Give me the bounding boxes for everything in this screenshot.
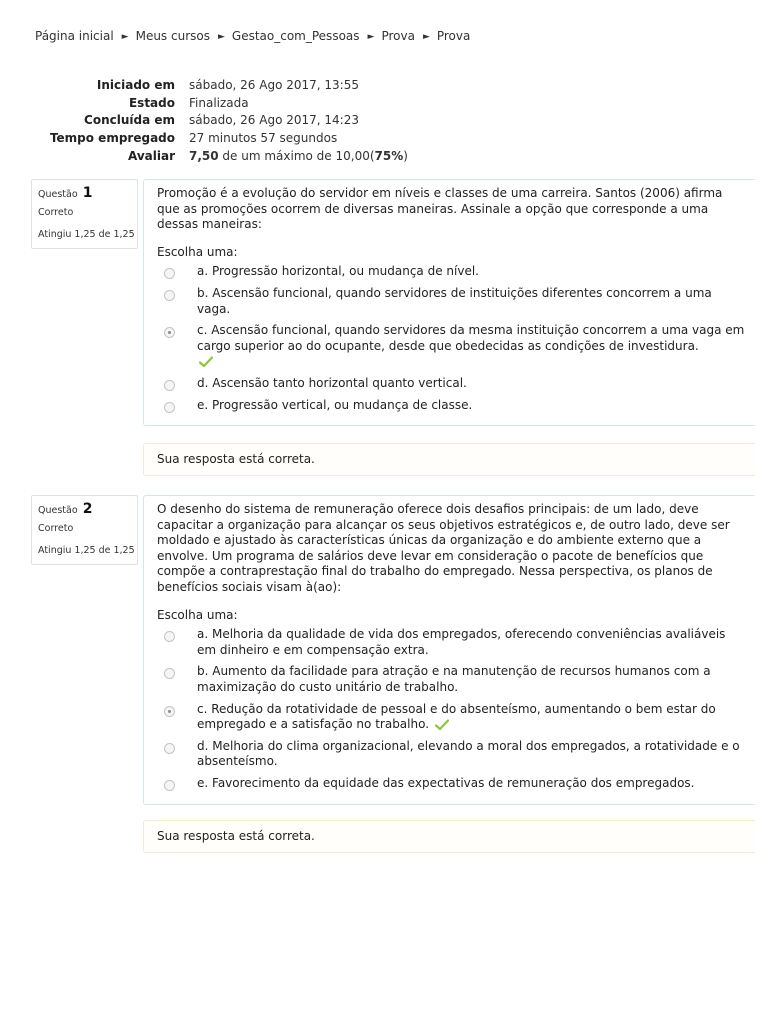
question-text: Promoção é a evolução do servidor em níveis e classes de uma carreira. Santos (2006) afirma que as promoções ocorrem de diversas maneiras. Assinale a opção que corresponde a uma dessas maneiras: — [157, 186, 723, 232]
answer-radio[interactable] — [164, 780, 175, 791]
summary-value: sábado, 26 Ago 2017, 13:55 — [189, 78, 359, 92]
correct-check-icon — [435, 719, 449, 731]
answer-radio[interactable] — [164, 268, 175, 279]
answer-label: d. Ascensão tanto horizontal quanto vertical. — [197, 375, 467, 390]
answer-radio[interactable] — [164, 290, 175, 301]
question-text: O desenho do sistema de remuneração oferece dois desafios principais: de um lado, deve capacitar a organização para alcançar os seus objetivos estratégicos e, de outro lado, deve ser moldado e ajustado às características únicas da organização e do ambiente externo que a envolve. Um programa de salários deve levar em consideração o pacote de benefícios que compõe a contraprestação final do trabalho do empregado. Nessa perspectiva, os planos de benefícios sociais visam à(ao): — [157, 502, 730, 594]
answer-option-selected[interactable] — [157, 702, 747, 733]
question-grade: Atingiu 1,25 de 1,25 — [38, 229, 135, 240]
grade-close: ) — [403, 148, 408, 163]
breadcrumb-attempt[interactable]: Prova — [436, 29, 471, 43]
answer-option[interactable] — [157, 627, 747, 658]
answer-prompt: Escolha uma: — [157, 244, 238, 259]
grade-percent: 75% — [374, 148, 404, 163]
breadcrumb-my-courses[interactable]: Meus cursos — [135, 29, 210, 43]
summary-value: Finalizada — [189, 95, 249, 110]
answer-radio-selected[interactable] — [164, 706, 175, 717]
breadcrumb-separator-icon: ► — [422, 32, 430, 42]
answer-label: c. Redução da rotatividade de pessoal e do absenteísmo, aumentando o bem estar do empregado e a satisfação no trabalho. — [197, 701, 716, 732]
breadcrumb-course[interactable]: Gestao_com_Pessoas — [231, 29, 360, 43]
breadcrumb-quiz[interactable]: Prova — [381, 29, 415, 43]
answer-option[interactable] — [157, 664, 747, 695]
breadcrumb-separator-icon: ► — [367, 32, 375, 42]
answer-label: e. Progressão vertical, ou mudança de classe. — [197, 397, 473, 412]
grade-score: 7,50 — [189, 148, 219, 163]
answer-option[interactable] — [157, 776, 747, 792]
answer-option[interactable] — [157, 739, 747, 770]
answer-option[interactable] — [157, 264, 747, 280]
summary-grade-value — [189, 148, 408, 166]
question-grade: Atingiu 1,25 de 1,25 — [38, 545, 135, 556]
summary-label: Tempo empregado — [49, 131, 175, 146]
question-number-prefix: Questão — [38, 189, 78, 200]
answer-label: b. Ascensão funcional, quando servidores de instituições diferentes concorrem a uma vaga. — [197, 285, 712, 316]
summary-value: 27 minutos 57 segundos — [189, 131, 338, 146]
answer-radio-selected[interactable] — [164, 327, 175, 338]
question-info — [31, 179, 138, 249]
summary-label: Estado — [128, 95, 175, 110]
answer-label: d. Melhoria do clima organizacional, elevando a moral dos empregados, a rotatividade e o absenteísmo. — [197, 738, 740, 769]
correct-check-icon — [199, 356, 213, 368]
question-feedback — [143, 443, 755, 476]
answer-label: a. Progressão horizontal, ou mudança de nível. — [197, 264, 479, 279]
summary-label: Avaliar — [127, 148, 175, 163]
question-number-prefix: Questão — [38, 505, 78, 516]
question-number — [38, 185, 137, 201]
feedback-text: Sua resposta está correta. — [157, 829, 315, 843]
breadcrumb-separator-icon: ► — [217, 32, 225, 42]
grade-max: de um máximo de 10,00( — [218, 148, 375, 163]
answer-label: e. Favorecimento da equidade das expectativas de remuneração dos empregados. — [197, 775, 695, 790]
summary-label: Concluída em — [84, 113, 175, 128]
summary-label: Iniciado em — [96, 78, 175, 92]
question-state: Correto — [38, 523, 74, 534]
answer-option[interactable] — [157, 376, 747, 392]
answer-option-selected[interactable] — [157, 323, 747, 370]
answer-label: b. Aumento da facilidade para atração e na manutenção de recursos humanos com a maximização do custo unitário de trabalho. — [197, 664, 711, 694]
breadcrumb — [35, 29, 470, 43]
breadcrumb-home[interactable]: Página inicial — [35, 29, 114, 43]
answer-radio[interactable] — [164, 380, 175, 391]
question-number-value: 1 — [82, 185, 93, 201]
summary-value: sábado, 26 Ago 2017, 14:23 — [189, 113, 359, 128]
question-state: Correto — [38, 207, 74, 218]
answer-option[interactable] — [157, 286, 747, 317]
question-info — [31, 495, 138, 565]
answer-radio[interactable] — [164, 743, 175, 754]
question-number-value: 2 — [82, 501, 93, 517]
feedback-text: Sua resposta está correta. — [157, 452, 315, 466]
answer-label: a. Melhoria da qualidade de vida dos empregados, oferecendo conveniências avaliáveis em dinheiro e em compensação extra. — [197, 627, 726, 657]
question-number — [38, 501, 137, 517]
answer-option[interactable] — [157, 398, 747, 414]
answer-prompt: Escolha uma: — [157, 607, 238, 622]
breadcrumb-separator-icon: ► — [121, 32, 129, 42]
answer-radio[interactable] — [164, 631, 175, 642]
answer-label: c. Ascensão funcional, quando servidores da mesma instituição concorrem a uma vaga em cargo superior ao do ocupante, desde que obedecidas as condições de investidura. — [197, 323, 745, 353]
question-feedback — [143, 820, 755, 853]
answer-radio[interactable] — [164, 402, 175, 413]
question-formulation — [143, 495, 755, 805]
answer-radio[interactable] — [164, 668, 175, 679]
question-formulation — [143, 179, 755, 426]
